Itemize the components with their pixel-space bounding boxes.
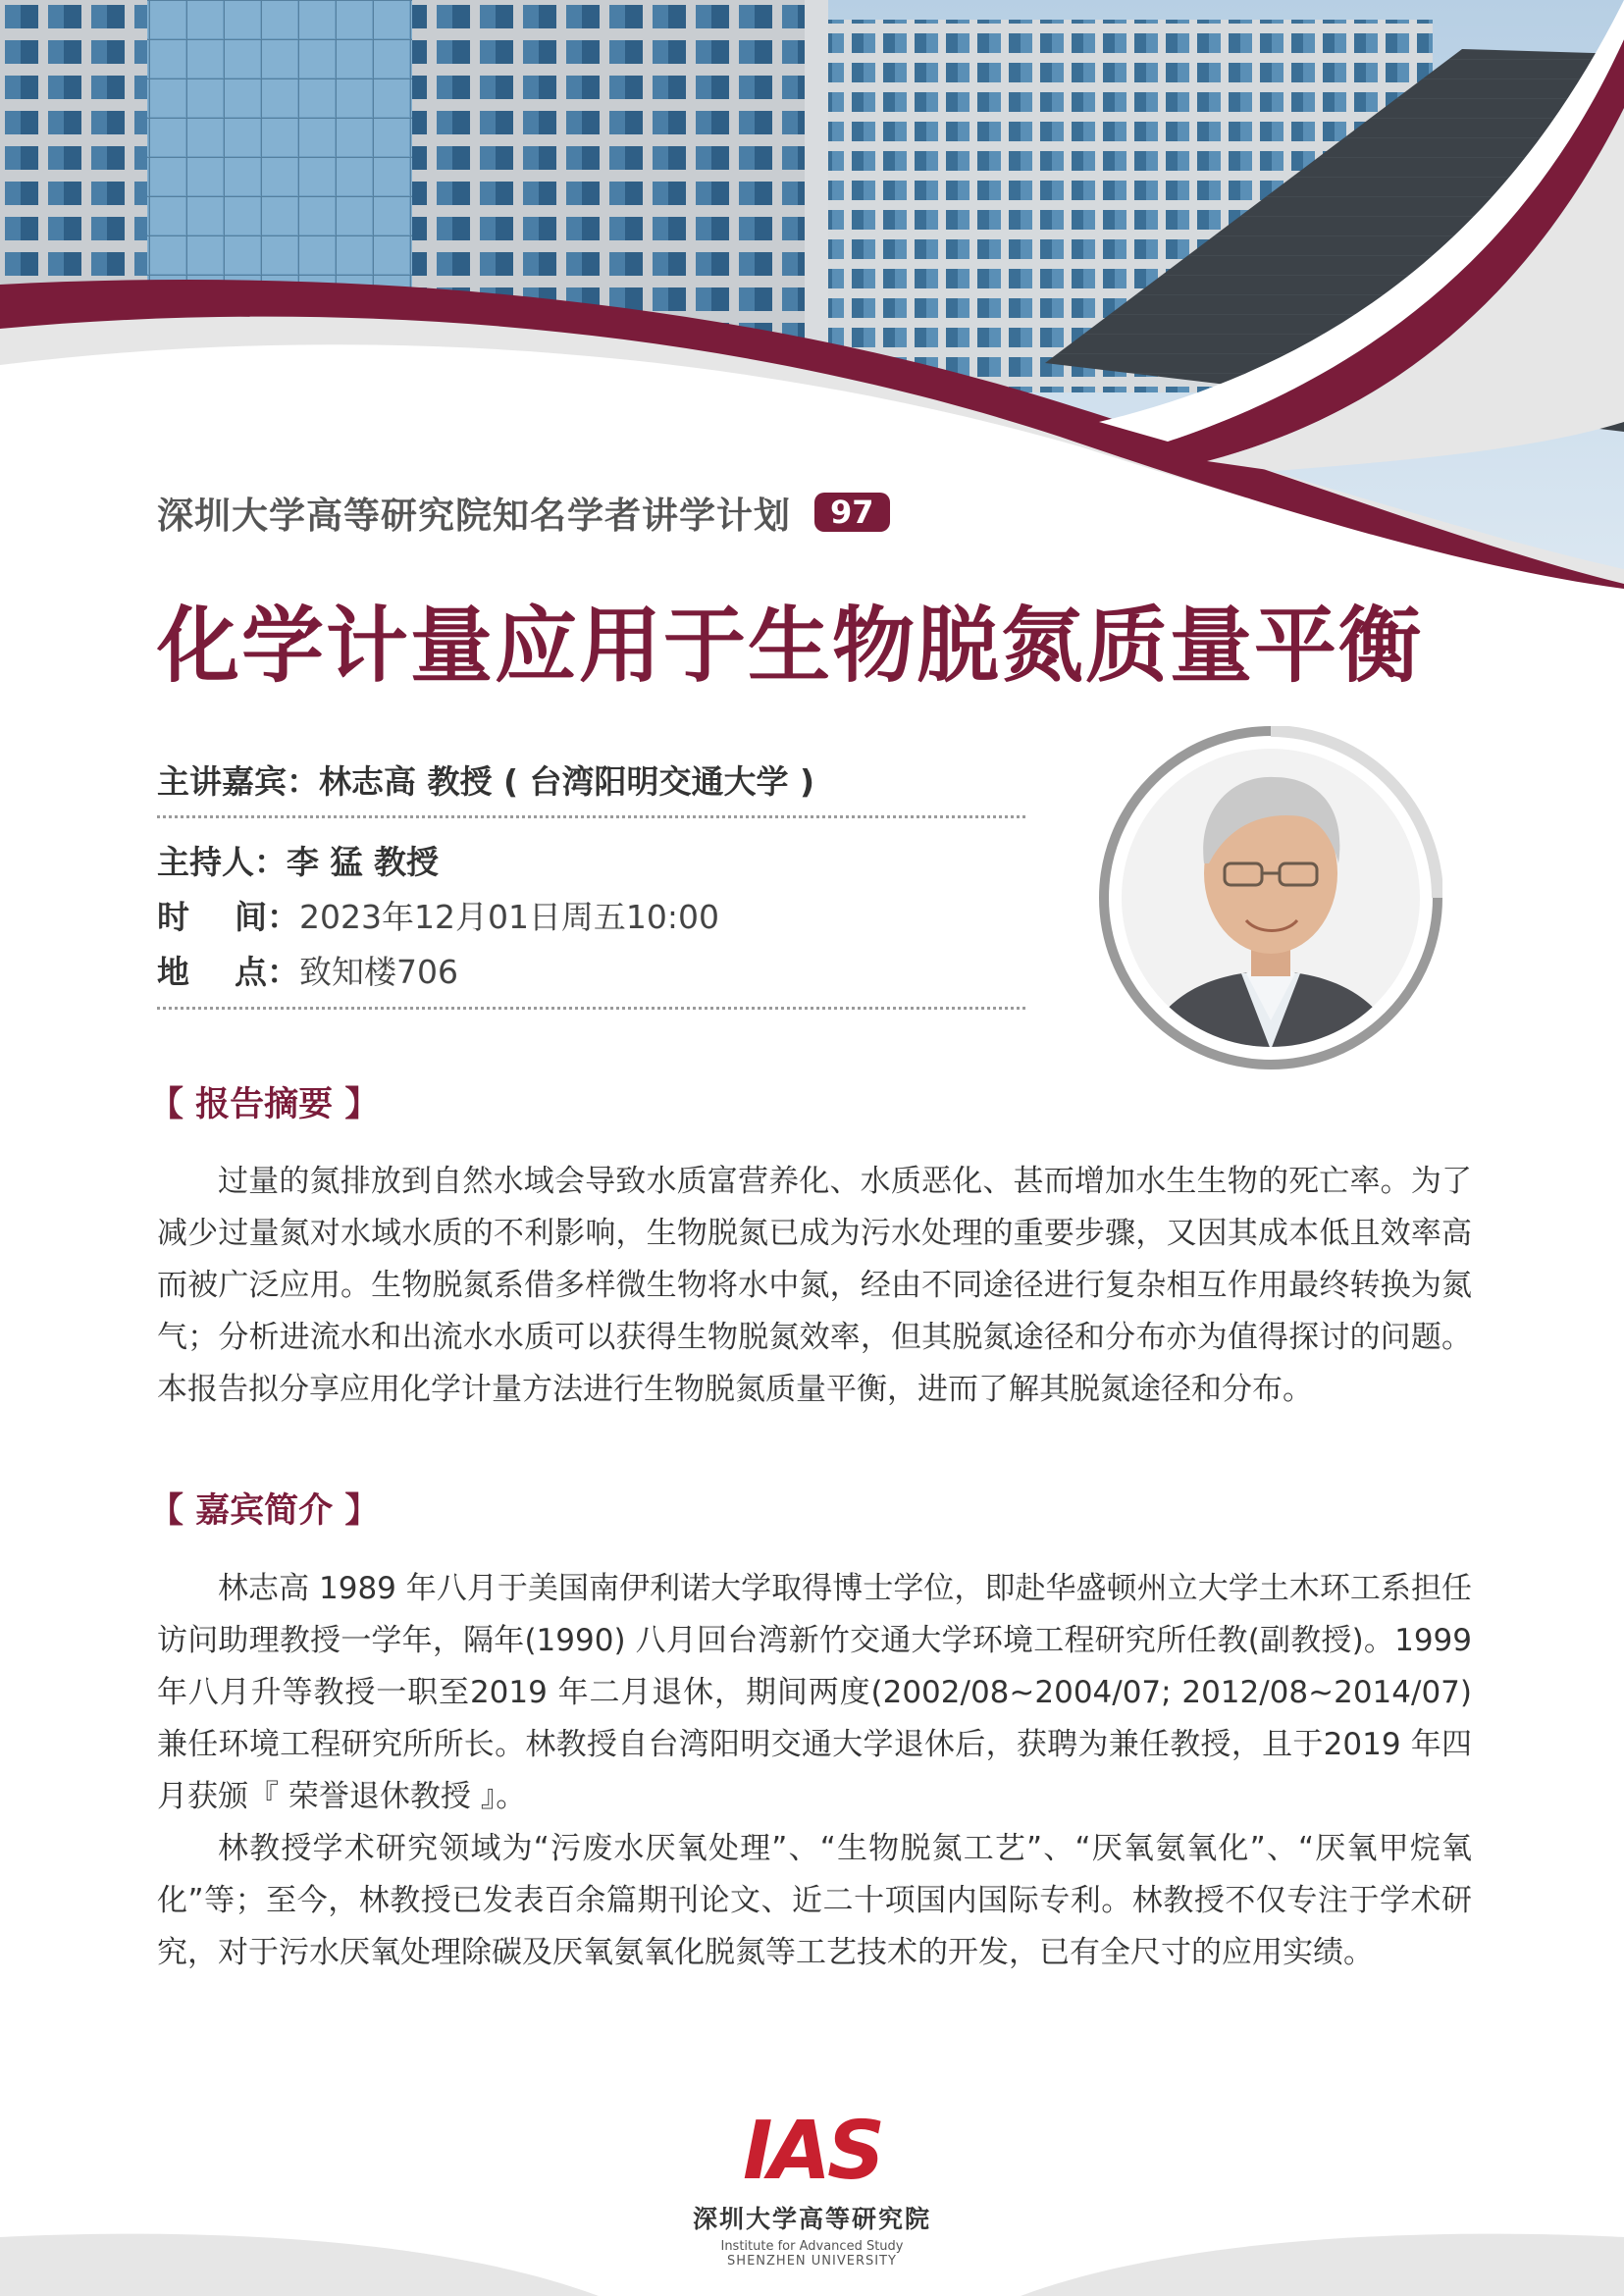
- abstract-heading: 【 报告摘要 】: [149, 1085, 380, 1124]
- bio-paragraph-1: 林志高 1989 年八月于美国南伊利诺大学取得博士学位，即赴华盛顿州立大学土木环工系担任访问助理教授一学年，隔年(1990) 八月回台湾新竹交通大学环境工程研究所任教(副教授)。1999 年八月升等教授一职至2019 年二月退休，期间两度(2002/08~2004/07; 2012/08~2014/07) 兼任环境工程研究所所长。林教授自台湾阳明交通大学退休后，获聘为兼任教授，且于2019 年四月获颁『 荣誉退休教授 』。: [157, 1571, 1472, 1814]
- host-label: 主持人：: [157, 843, 287, 881]
- bio-paragraph-2: 林教授学术研究领域为“污废水厌氧处理”、“生物脱氮工艺”、“厌氧氨氧化”、“厌氧甲烷氧化”等；至今，林教授已发表百余篇期刊论文、近二十项国内国际专利。林教授不仅专注于学术研究，对于污水厌氧处理除碳及厌氧氨氧化脱氮等工艺技术的开发，已有全尺寸的应用实绩。: [157, 1831, 1472, 1970]
- abstract-text: 过量的氮排放到自然水域会导致水质富营养化、水质恶化、甚而增加水生生物的死亡率。为了减少过量氮对水域水质的不利影响，生物脱氮已成为污水处理的重要步骤，又因其成本低且效率高而被广泛应用。生物脱氮系借多样微生物将水中氮，经由不同途径进行复杂相互作用最终转换为氮气；分析进流水和出流水水质可以获得生物脱氮效率，但其脱氮途径和分布亦为值得探讨的问题。本报告拟分享应用化学计量方法进行生物脱氮质量平衡，进而了解其脱氮途径和分布。: [157, 1164, 1472, 1407]
- lecture-title: 化学计量应用于生物脱氮质量平衡: [157, 598, 1424, 694]
- series-title-text: 深圳大学高等研究院知名学者讲学计划: [157, 495, 791, 537]
- divider-dotted: [157, 815, 1025, 818]
- speaker-label: 主讲嘉宾：: [157, 762, 319, 801]
- place-value: 致知楼706: [298, 953, 458, 991]
- time-row: [157, 896, 1025, 939]
- org-name-cn: 深圳大学高等研究院: [692, 2205, 931, 2233]
- series-title: [157, 486, 890, 539]
- host-value: 李 猛 教授: [287, 843, 439, 881]
- logo-mark: IAS: [742, 2105, 882, 2198]
- time-value: 2023年12月01日周五10:00: [298, 898, 720, 936]
- speaker-row: [157, 760, 1025, 804]
- ias-logo: [677, 2105, 947, 2269]
- org-name-en-university: SHENZHEN UNIVERSITY: [727, 2254, 897, 2269]
- speaker-value: 林志高 教授 ( 台湾阳明交通大学 ): [319, 762, 815, 801]
- time-label: 时 间：: [157, 898, 299, 936]
- bio-heading: 【 嘉宾简介 】: [149, 1491, 380, 1531]
- speaker-portrait: [1099, 726, 1442, 1070]
- org-name-en: Institute for Advanced Study: [720, 2239, 904, 2254]
- series-number-badge: 97: [814, 493, 890, 532]
- divider-dotted: [157, 1007, 1025, 1010]
- place-label: 地 点：: [157, 953, 299, 991]
- host-row: [157, 841, 1025, 884]
- place-row: [157, 951, 1025, 994]
